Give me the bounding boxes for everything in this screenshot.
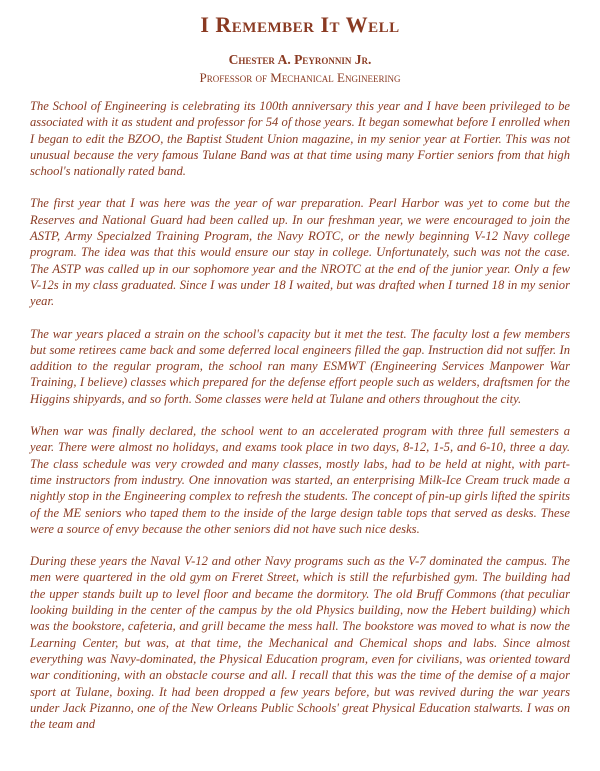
paragraph-3: The war years placed a strain on the school's capacity but it met the test. The faculty lost a few members but some retirees came back and some deferred local engineers filled the gap. Instruction did not suffer. In addition to the regular program, the school ran many ESMWT (Engineering Services Manpower War Training, I believe) classes which prepared for the defense effort people such as welders, draftsmen for the Higgins shipyards, and so forth. Some classes were held at Tulane and others throughout the city. bbox=[30, 326, 570, 406]
author-name: Chester A. Peyronnin Jr. bbox=[228, 52, 372, 67]
paragraph-5: During these years the Naval V-12 and other Navy programs such as the V-7 dominated the campus. The men were quartered in the old gym on Freret Street, which is still the refurbished gym. The building had the upper stands built up to level floor and became the dormitory. The old Bruff Commons (that peculiar looking building in the center of the campus by the old Physics building, now the Hebert building) which was the bookstore, cafeteria, and grill became the mess hall. The bookstore was moved to what is now the Learning Center, but was, at that time, the Mechanical and Chemical shops and labs. Since almost everything was Navy-dominated, the Physical Education program, even for civilians, was oriented toward war conditioning, with an obstacle course and all. I recall that this was the time of the demise of a major sport at Tulane, boxing. It had been dropped a few years before, but was revived during the war years under Jack Pizanno, one of the New Orleans Public Schools' great Physical Education stalwarts. I was on the team and bbox=[30, 554, 570, 732]
paragraph-1: The School of Engineering is celebrating its 100th anniversary this year and I have been privileged to be associated with it as student and professor for 54 of those years. It began somewhat before I enrolled when I began to edit the BZOO, the Baptist Student Union magazine, in my senior year at Fortier. This was not unusual because the very famous Tulane Band was at that time using many Fortier seniors from that high school's nationally rated band. bbox=[30, 99, 570, 179]
article-title: I Remember It Well bbox=[200, 12, 400, 37]
paragraph-2: The first year that I was here was the year of war preparation. Pearl Harbor was yet to come but the Reserves and National Guard had been called up. In our freshman year, we were encouraged to join the ASTP, Army Specialzed Training Program, the Navy ROTC, or the newly beginning V-12 Navy college program. The idea was that this would ensure our stay in college. Unfortunately, such was not the case. The ASTP was called up in our sophomore year and the NROTC at the end of the junior year. Only a few V-12s in my class graduated. Since I was under 18 I waited, but was drafted when I turned 18 in my senior year. bbox=[30, 196, 570, 309]
author-role: Professor of Mechanical Engineering bbox=[199, 70, 401, 85]
article-body bbox=[30, 98, 570, 732]
paragraph-4: When war was finally declared, the school went to an accelerated program with three full semesters a year. There were almost no holidays, and exams took place in two days, 8-12, 1-5, and 6-10, three a day. The class schedule was very crowded and many classes, mostly labs, had to be held at night, with part-time instructors from industry. One innovation was started, an enterprising Milk-Ice Cream truck made a nightly stop in the Engineering complex to refresh the students. The concept of pin-up girls lifted the spirits of the ME seniors who taped them to the inside of the large design table tops that served as desks. These were a source of envy because the other seniors did not have such nice desks. bbox=[30, 424, 570, 536]
